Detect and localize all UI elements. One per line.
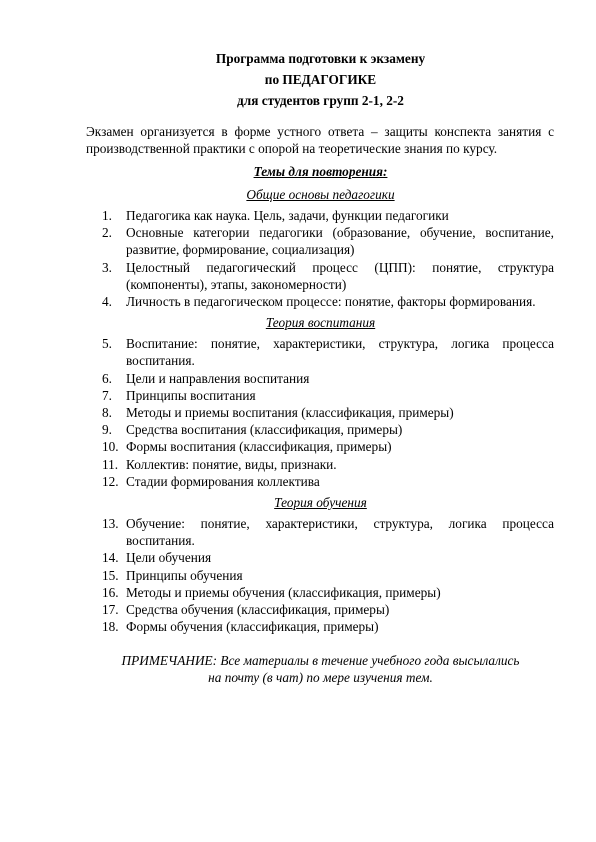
note xyxy=(87,652,554,686)
list-item xyxy=(87,370,554,387)
list-item-number: 14. xyxy=(102,550,119,566)
section-heading: Теория воспитания xyxy=(265,315,376,331)
list-item-text: Цели обучения xyxy=(126,550,212,566)
list-item-text: Методы и приемы воспитания (классификация, примеры) xyxy=(126,405,454,421)
document-title xyxy=(87,48,554,111)
list-item-text: Средства воспитания (классификация, примеры) xyxy=(126,422,403,438)
list-item-text: Принципы воспитания xyxy=(126,387,256,403)
list-item-text: Основные категории педагогики (образование, обучение, воспитание, развитие, формирование, социализация) xyxy=(126,225,554,258)
list-item xyxy=(87,456,554,473)
intro-paragraph: Экзамен организуется в форме устного ответа – защиты конспекта занятия с производственной практики с опорой на теоретические знания по курсу. xyxy=(86,124,554,156)
list-item xyxy=(87,473,554,490)
list-item xyxy=(87,387,554,404)
list-item-text: Личность в педагогическом процессе: понятие, факторы формирования. xyxy=(126,294,536,310)
list-item-number: 5. xyxy=(102,336,112,352)
list-item xyxy=(87,549,554,566)
list-item xyxy=(87,224,554,258)
list-item-number: 8. xyxy=(102,405,112,421)
list-item xyxy=(87,207,554,224)
list-item-text: Стадии формирования коллектива xyxy=(126,473,320,489)
topics-heading: Темы для повторения: xyxy=(253,164,388,179)
note-line: ПРИМЕЧАНИЕ: Все материалы в течение учебного года высылались xyxy=(121,653,520,669)
list-item-number: 13. xyxy=(102,516,119,532)
list-item-text: Цели и направления воспитания xyxy=(126,370,310,386)
list-item xyxy=(87,618,554,635)
list-item-number: 4. xyxy=(102,294,112,310)
list-item-number: 17. xyxy=(102,602,119,618)
list-item-number: 6. xyxy=(102,370,112,386)
topic-sections xyxy=(87,186,554,635)
note-line: на почту (в чат) по мере изучения тем. xyxy=(208,670,433,686)
list-item-text: Педагогика как наука. Цель, задачи, функции педагогики xyxy=(126,208,449,223)
list-item-number: 18. xyxy=(102,619,119,635)
list-item-number: 3. xyxy=(102,259,112,275)
list-item-number: 1. xyxy=(102,208,112,223)
list-item-text: Формы обучения (классификация, примеры) xyxy=(126,619,379,635)
topic-list xyxy=(87,207,554,310)
list-item-text: Воспитание: понятие, характеристики, структура, логика процесса воспитания. xyxy=(126,336,554,369)
list-item-text: Целостный педагогический процесс (ЦПП): понятие, структура (компоненты), этапы, закономерности) xyxy=(126,259,554,292)
list-item xyxy=(87,601,554,618)
list-item-number: 9. xyxy=(102,422,112,438)
title-line: для студентов групп 2-1, 2-2 xyxy=(237,93,404,108)
list-item-number: 12. xyxy=(102,473,119,489)
list-item-text: Принципы обучения xyxy=(126,567,243,583)
list-item xyxy=(87,567,554,584)
list-item-text: Методы и приемы обучения (классификация, примеры) xyxy=(126,584,441,600)
list-item xyxy=(87,421,554,438)
list-item xyxy=(87,584,554,601)
list-item-number: 2. xyxy=(102,225,112,241)
topic-list xyxy=(87,335,554,490)
list-item-number: 11. xyxy=(102,456,119,472)
list-item-number: 10. xyxy=(102,439,119,455)
title-line: Программа подготовки к экзамену xyxy=(215,51,426,66)
list-item-text: Обучение: понятие, характеристики, структура, логика процесса воспитания. xyxy=(126,516,554,549)
list-item-text: Формы воспитания (классификация, примеры) xyxy=(126,439,392,455)
title-line: по ПЕДАГОГИКЕ xyxy=(264,72,377,87)
list-item xyxy=(87,404,554,421)
list-item xyxy=(87,335,554,369)
list-item xyxy=(87,515,554,549)
list-item xyxy=(87,259,554,293)
list-item-number: 7. xyxy=(102,387,112,403)
list-item-text: Средства обучения (классификация, примеры) xyxy=(126,602,390,618)
list-item-number: 15. xyxy=(102,567,119,583)
section-heading: Общие основы педагогики xyxy=(246,187,395,202)
list-item xyxy=(87,293,554,310)
list-item-number: 16. xyxy=(102,584,119,600)
topic-list xyxy=(87,515,554,635)
list-item-text: Коллектив: понятие, виды, признаки. xyxy=(126,456,337,472)
list-item xyxy=(87,438,554,455)
section-heading: Теория обучения xyxy=(274,495,367,511)
